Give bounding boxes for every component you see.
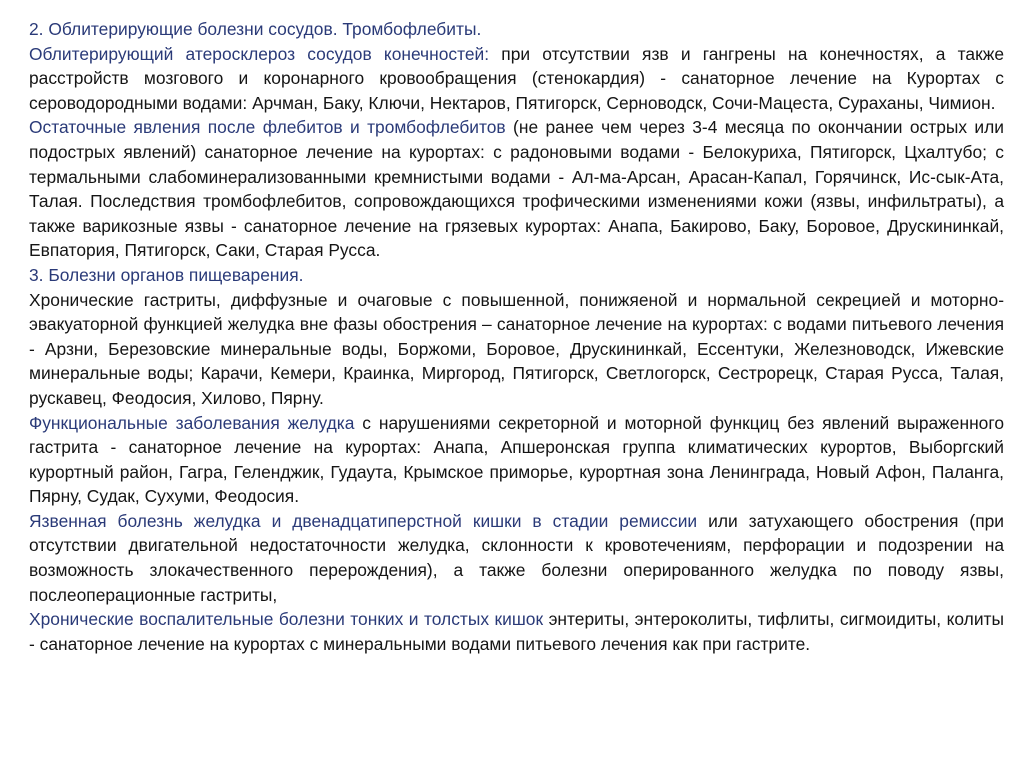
paragraph-phlebitis [29, 115, 1004, 263]
paragraph-intestine [29, 607, 1004, 656]
lead-term: Функциональные заболевания желудка [29, 412, 355, 433]
lead-term: Хронические воспалительные болезни тонких и толстых кишок [29, 609, 544, 630]
lead-term: Облитерирующий атеросклероз сосудов конечностей: [29, 43, 490, 64]
section-heading-digestive: 3. Болезни органов пищеварения. [29, 264, 304, 285]
paragraph-body: при отсутствии язв и гангрены на конечностях, а также расстройств мозгового и коронарного кровообращения (стенокардия) - санаторное лечение на Курортах с сероводородными водами: Арчман, Баку, Ключи, Нектаров, Пятигорск, Серноводск, Сочи-Мацеста, Сураханы, Чимион. [29, 43, 1005, 113]
paragraph-body: энтериты, энтероколиты, тифлиты, сигмоидиты, колиты - санаторное лечение на курортах с минеральными водами питьевого лечения как при гастрите. [29, 609, 1004, 654]
paragraph-body: с нарушениями секреторной и моторной функциц без явлений выраженного гастрита - санаторное лечение на курортах: Анапа, Апшеронская группа климатических курортов, Выборгский курортный район, Гагра, Геленджик, Гудаута, Крымское приморье, курортная зона Ленинграда, Новый Афон, Паланга, Пярну, Судак, Сухуми, Феодосия. [29, 412, 1004, 507]
paragraph-gastritis [29, 288, 1004, 411]
paragraph-functional-disorders [29, 411, 1004, 509]
paragraph-ulcer [29, 509, 1004, 607]
paragraph-body: Хронические гастриты, диффузные и очаговые с повышенной, понижяеной и нормальной секрецией и моторно-эвакуаторной функцией желудка вне фазы обострения – санаторное лечение на курортах: с водами питьевого лечения - Арзни, Березовские минеральные воды, Боржоми, Боровое, Друскининкай, Ессентуки, Железноводск, Ижевские минеральные воды; Карачи, Кемери, Краинка, Миргород, Пятигорск, Светлогорск, Сестрорецк, Старая Русса, Талая, рускавец, Феодосия, Хилово, Пярну. [29, 289, 1004, 408]
slide-content [29, 17, 1004, 656]
paragraph-body: (не ранее чем через 3-4 месяца по окончании острых или подострых явлений) санаторное лечение на курортах: с радоновыми водами - Белокуриха, Пятигорск, Цхалтубо; с термальными слабоминерализованными кремнистыми водами - Ал-ма-Арсан, Арасан-Капал, Горячинск, Ис-сык-Ата, Талая. Последствия тромбофлебитов, сопровождающихся трофическими изменениями кожи (язвы, инфильтраты), а также варикозные язвы - санаторное лечение на грязевых курортах: Анапа, Бакирово, Баку, Боровое, Друскининкай, Евпатория, Пятигорск, Саки, Старая Русса. [29, 117, 1005, 261]
paragraph-atherosclerosis [29, 42, 1004, 116]
paragraph-body: или затухающего обострения (при отсутствии двигательной недостаточности желудка, склонности к кровотечениям, перфорации и подозрении на возможность злокачественного перерождения), а также болезни оперированного желудка по поводу язвы, послеоперационные гастриты, [29, 510, 1004, 605]
section-heading-vascular: 2. Облитерирующие болезни сосудов. Тромбофлебиты. [29, 19, 482, 39]
lead-term: Остаточные явления после флебитов и тромбофлебитов [29, 117, 506, 138]
lead-term: Язвенная болезнь желудка и двенадцатиперстной кишки в стадии ремиссии [29, 510, 698, 531]
